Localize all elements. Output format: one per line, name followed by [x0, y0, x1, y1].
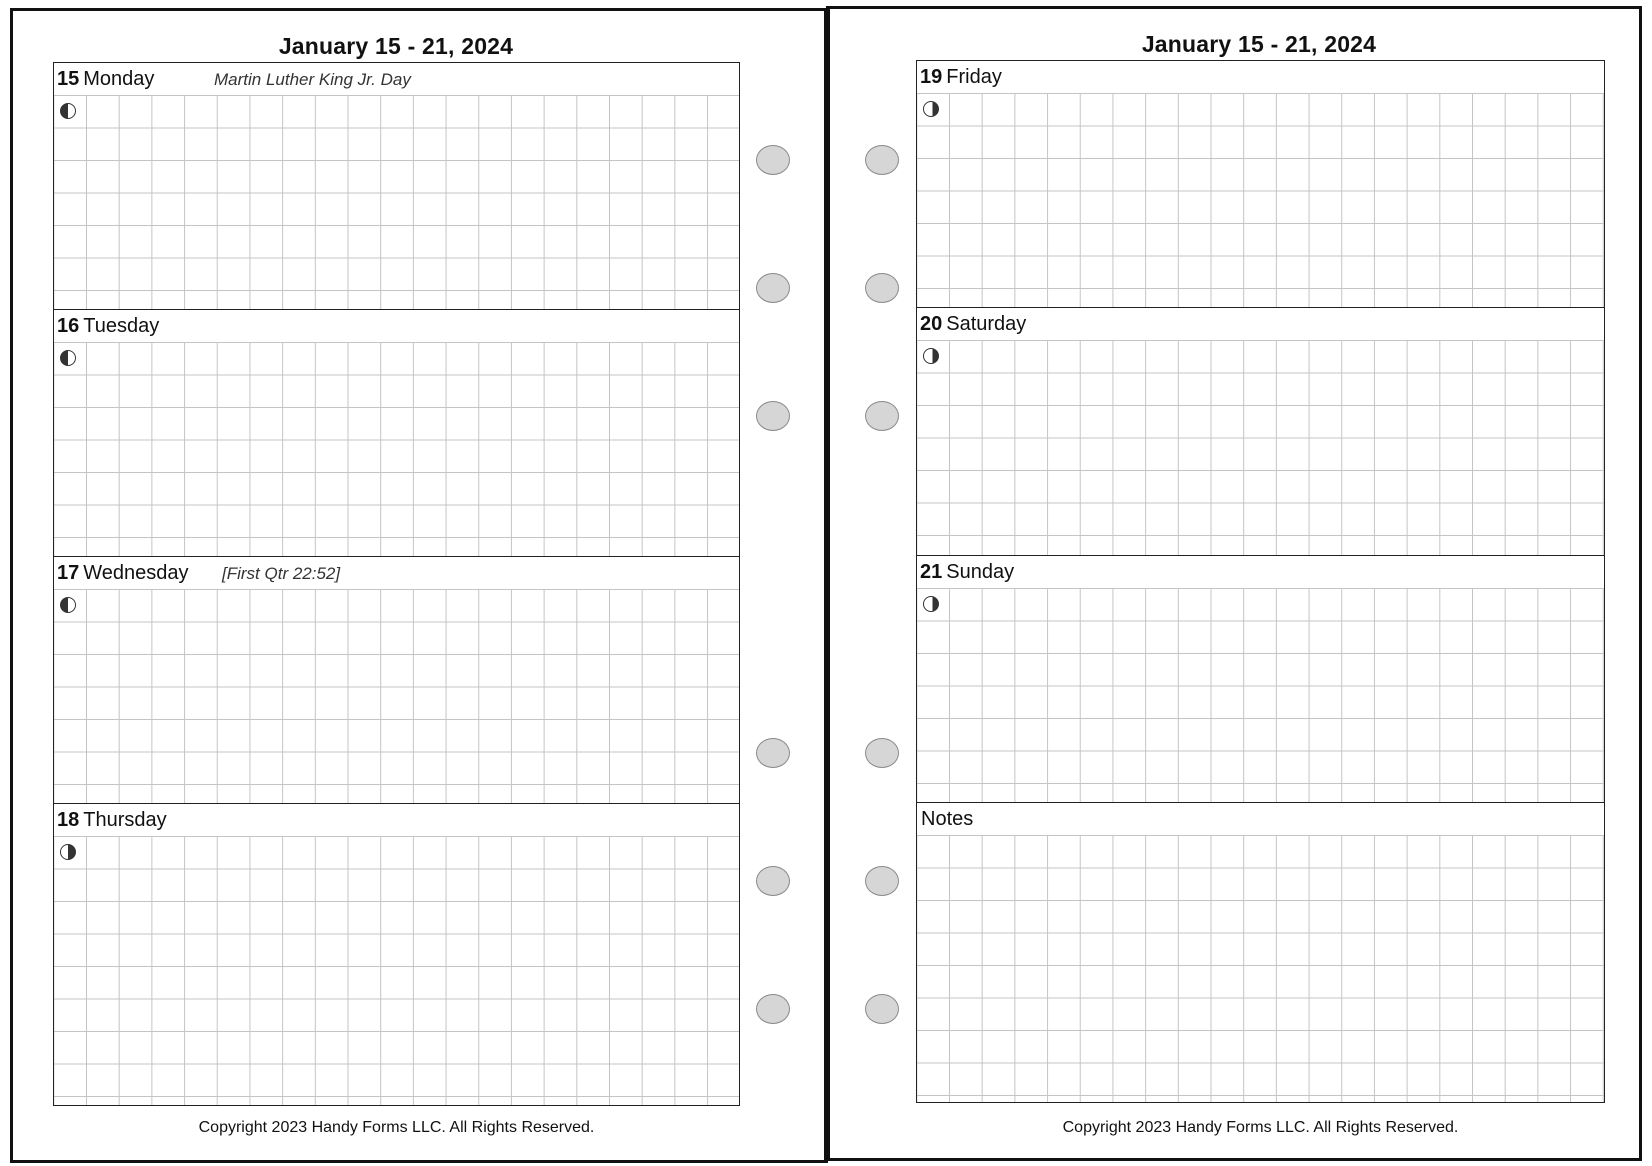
day-header [54, 804, 739, 837]
day-header [54, 310, 739, 343]
day-section-sunday[interactable] [917, 556, 1604, 803]
day-number: 19 [920, 66, 943, 88]
day-section-saturday[interactable] [917, 308, 1604, 556]
day-label [57, 68, 154, 91]
notes-header [917, 803, 1604, 836]
day-name: Saturday [946, 313, 1027, 335]
holiday-label: Martin Luther King Jr. Day [214, 70, 411, 89]
day-grid-block [916, 60, 1605, 1103]
binder-hole [865, 401, 899, 431]
day-name: Sunday [946, 561, 1015, 583]
binder-hole [865, 738, 899, 768]
day-number: 18 [57, 809, 80, 831]
binder-hole [865, 145, 899, 175]
day-number: 15 [57, 68, 80, 90]
day-number: 21 [920, 561, 943, 583]
day-number: 20 [920, 313, 943, 335]
writing-grid[interactable] [917, 588, 1604, 802]
notes-section[interactable] [917, 803, 1604, 1102]
day-label [57, 809, 167, 832]
day-name: Wednesday [83, 562, 189, 584]
waxing-crescent-moon-icon [60, 350, 76, 366]
day-label [920, 66, 1002, 89]
day-name: Tuesday [83, 315, 160, 337]
waxing-gibbous-moon-icon [923, 101, 939, 117]
day-section-tuesday[interactable] [54, 310, 739, 557]
day-number: 16 [57, 315, 80, 337]
day-section-wednesday[interactable] [54, 557, 739, 804]
week-title: January 15 - 21, 2024 [1141, 31, 1377, 57]
writing-grid[interactable] [54, 342, 739, 556]
day-header [917, 61, 1604, 94]
writing-grid[interactable] [54, 836, 739, 1105]
day-label [920, 561, 1014, 584]
waxing-gibbous-moon-icon [923, 348, 939, 364]
day-label [57, 562, 189, 585]
notes-label: Notes [921, 808, 974, 830]
writing-grid[interactable] [917, 340, 1604, 555]
writing-grid[interactable] [917, 93, 1604, 307]
waxing-crescent-moon-icon [60, 103, 76, 119]
binder-hole [756, 738, 790, 768]
writing-grid[interactable] [54, 95, 739, 309]
day-name: Friday [946, 66, 1002, 88]
copyright-footer: Copyright 2023 Handy Forms LLC. All Rights Reserved. [1062, 1119, 1459, 1136]
day-number: 17 [57, 562, 80, 584]
day-label [57, 315, 159, 338]
binder-hole [756, 866, 790, 896]
writing-grid[interactable] [54, 589, 739, 803]
day-header [54, 63, 739, 96]
binder-hole [865, 994, 899, 1024]
day-section-friday[interactable] [917, 61, 1604, 308]
waxing-gibbous-moon-icon [923, 596, 939, 612]
day-header [917, 308, 1604, 341]
day-section-monday[interactable] [54, 63, 739, 310]
binder-hole [756, 401, 790, 431]
binder-hole [756, 994, 790, 1024]
first-quarter-moon-icon [60, 597, 76, 613]
planner-page-right [826, 6, 1642, 1161]
day-grid-block [53, 62, 740, 1106]
copyright-footer: Copyright 2023 Handy Forms LLC. All Rights Reserved. [198, 1119, 595, 1136]
waxing-gibbous-moon-icon [60, 844, 76, 860]
day-header [917, 556, 1604, 589]
day-name: Monday [83, 68, 155, 90]
binder-hole [865, 273, 899, 303]
binder-hole [865, 866, 899, 896]
day-name: Thursday [83, 809, 167, 831]
binder-hole [756, 145, 790, 175]
day-header [54, 557, 739, 590]
binder-hole [756, 273, 790, 303]
moon-phase-note: [First Qtr 22:52] [222, 564, 341, 583]
day-label [920, 313, 1026, 336]
day-section-thursday[interactable] [54, 804, 739, 1105]
writing-grid[interactable] [917, 835, 1604, 1102]
week-title: January 15 - 21, 2024 [278, 33, 514, 59]
planner-page-left [10, 8, 828, 1163]
